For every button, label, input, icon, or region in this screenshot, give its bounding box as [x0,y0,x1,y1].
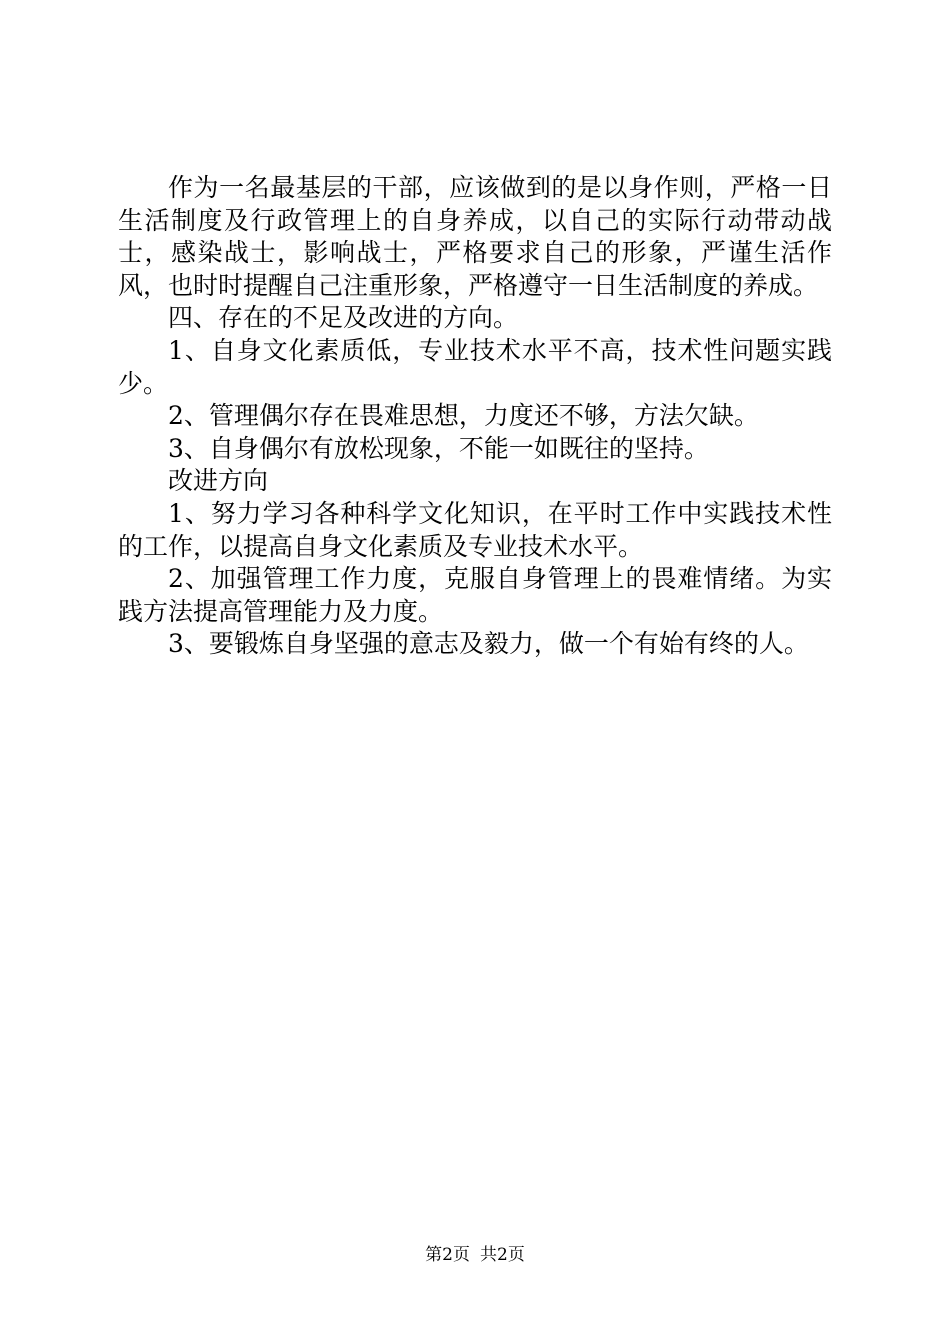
paragraph-intro: 作为一名最基层的干部，应该做到的是以身作则，严格一日生活制度及行政管理上的自身养成，以自己的实际行动带动战士，感染战士，影响战士，严格要求自己的形象，严谨生活作风，也时时提醒自己注重形象，严格遵守一日生活制度的养成。 [118,173,832,300]
section-heading-shortcomings: 四、存在的不足及改进的方向。 [168,303,519,333]
improvement-item-3: 3、要锻炼自身坚强的意志及毅力，做一个有始有终的人。 [168,629,809,659]
shortcoming-item-2: 2、管理偶尔存在畏难思想，力度还不够，方法欠缺。 [168,401,759,431]
shortcoming-item-3: 3、自身偶尔有放松现象，不能一如既往的坚持。 [168,433,709,463]
improvement-item-1: 1、努力学习各种科学文化知识，在平时工作中实践技术性的工作，以提高自身文化素质及专业技术水平。 [118,498,832,561]
shortcoming-item-1: 1、自身文化素质低，专业技术水平不高，技术性问题实践少。 [118,335,832,398]
section-heading-improvement: 改进方向 [168,466,269,496]
page-number: 第2页 [425,1245,470,1265]
improvement-item-2: 2、加强管理工作力度，克服自身管理上的畏难情绪。为实践方法提高管理能力及力度。 [118,564,832,626]
page-total: 共2页 [480,1245,525,1265]
page-footer [0,1244,950,1266]
document-body [118,172,832,661]
